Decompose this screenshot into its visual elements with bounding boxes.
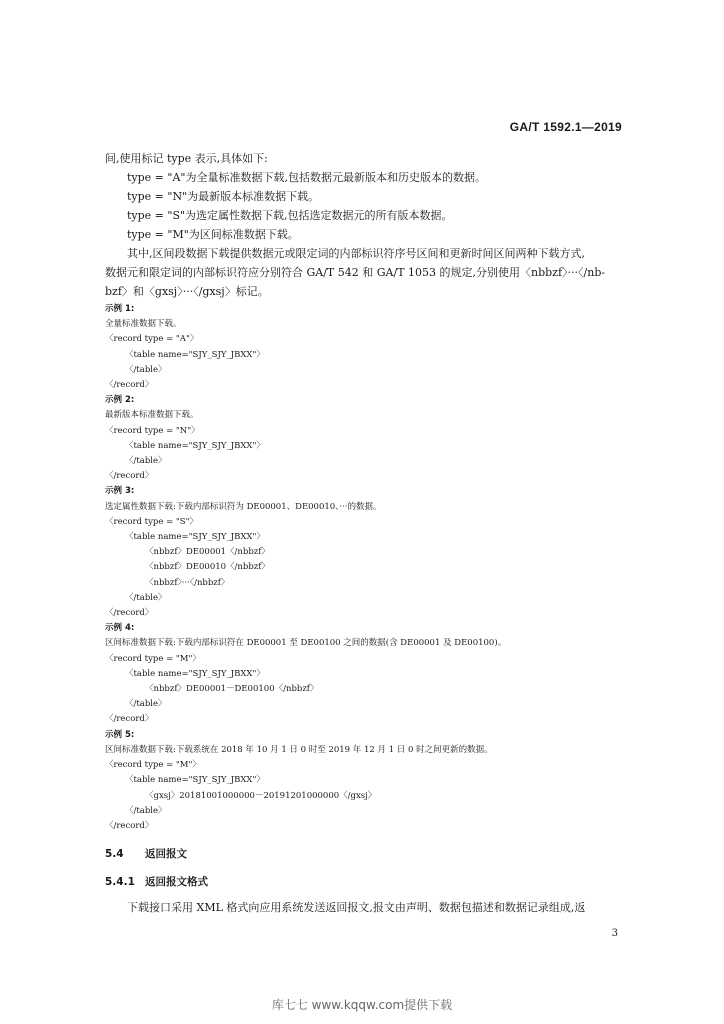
- section-number: 5.4: [105, 848, 124, 861]
- code-line: 〈table name="SJY_SJY_JBXX"〉: [125, 532, 265, 543]
- code-line: 〈/record〉: [105, 714, 154, 725]
- footer-watermark: 库七七 www.kqqw.com提供下载: [271, 998, 453, 1012]
- code-line: 〈nbbzf〉···〈/nbbzf〉: [145, 577, 230, 588]
- example-title: 示例 4:: [105, 623, 135, 634]
- code-line: 〈/table〉: [125, 592, 167, 603]
- example-title: 示例 3:: [105, 486, 135, 497]
- paragraph-line-2: 数据元和限定词的内部标识符应分别符合 GA/T 542 和 GA/T 1053 的规定,分别使用〈nbbzf〉···〈/nb-: [105, 266, 606, 279]
- section-number: 5.4.1: [105, 876, 135, 889]
- code-line: 〈/record〉: [105, 471, 154, 482]
- doc-code-header: GA/T 1592.1—2019: [509, 120, 622, 134]
- code-line: 〈table name="SJY_SJY_JBXX"〉: [125, 440, 265, 451]
- example-2: [105, 393, 619, 484]
- code-line: 〈/record〉: [105, 608, 154, 619]
- example-title: 示例 5:: [105, 729, 135, 740]
- code-line: 〈/record〉: [105, 820, 154, 831]
- section-heading-5-4-1: [105, 872, 619, 892]
- section-title: 返回报文: [145, 848, 187, 861]
- code-line: 〈record type = "M"〉: [105, 653, 201, 664]
- code-line: 〈table name="SJY_SJY_JBXX"〉: [125, 775, 265, 786]
- code-line: 〈/record〉: [105, 380, 154, 391]
- code-line: 〈nbbzf〉DE00001－DE00100〈/nbbzf〉: [145, 684, 319, 695]
- code-line: 〈record type = "A"〉: [105, 334, 199, 345]
- example-5: [105, 728, 619, 834]
- code-line: 〈/table〉: [125, 364, 167, 375]
- example-4: [105, 621, 619, 727]
- example-desc: 最新版本标准数据下载。: [105, 410, 199, 421]
- example-title: 示例 1:: [105, 304, 135, 314]
- final-paragraph: 下载接口采用 XML 格式向应用系统发送返回报文,报文由声明、数据包描述和数据记录组成,返: [127, 901, 586, 915]
- example-desc: 选定属性数据下载:下载内部标识符为 DE00001、DE00010、···的数据。: [105, 501, 382, 512]
- section-heading-5-4: [105, 844, 619, 864]
- code-line: 〈table name="SJY_SJY_JBXX"〉: [125, 349, 265, 360]
- code-line: 〈record type = "S"〉: [105, 516, 199, 527]
- code-line: 〈table name="SJY_SJY_JBXX"〉: [125, 668, 265, 679]
- code-line: 〈nbbzf〉DE00001〈/nbbzf〉: [145, 547, 270, 558]
- type-line-m: type = "M"为区间标准数据下载。: [127, 228, 299, 241]
- example-title: 示例 2:: [105, 395, 135, 406]
- type-line-s: type = "S"为选定属性数据下载,包括选定数据元的所有版本数据。: [127, 209, 453, 222]
- example-3: [105, 484, 619, 621]
- example-desc: 区间标准数据下载:下载内部标识符在 DE00001 至 DE00100 之间的数据(含 DE00001 及 DE00100)。: [105, 638, 507, 649]
- page-number: 3: [611, 928, 618, 939]
- type-line-a: type = "A"为全量标准数据下载,包括数据元最新版本和历史版本的数据。: [127, 171, 486, 184]
- code-line: 〈/table〉: [125, 805, 167, 816]
- code-line: 〈record type = "N"〉: [105, 425, 200, 436]
- example-desc: 区间标准数据下载:下载系统在 2018 年 10 月 1 日 0 时至 2019 年 12 月 1 日 0 时之间更新的数据。: [105, 744, 493, 755]
- example-desc: 全量标准数据下载。: [105, 319, 182, 330]
- type-line-n: type = "N"为最新版本标准数据下载。: [127, 190, 320, 203]
- page-body: [105, 149, 619, 917]
- code-line: 〈/table〉: [125, 699, 167, 710]
- paragraph-line-1: 其中,区间段数据下载提供数据元或限定词的内部标识符序号区间和更新时间区间两种下载方式,: [127, 247, 585, 260]
- paragraph-line-3: bzf〉和〈gxsj〉···〈/gxsj〉标记。: [105, 285, 269, 298]
- code-line: 〈gxsj〉20181001000000－20191201000000〈/gxsj〉: [145, 790, 377, 801]
- code-line: 〈/table〉: [125, 456, 167, 467]
- example-1: [105, 302, 619, 393]
- intro-line: 间,使用标记 type 表示,具体如下:: [105, 152, 268, 165]
- section-title: 返回报文格式: [145, 876, 208, 889]
- code-line: 〈nbbzf〉DE00010〈/nbbzf〉: [145, 562, 270, 573]
- code-line: 〈record type = "M"〉: [105, 760, 201, 771]
